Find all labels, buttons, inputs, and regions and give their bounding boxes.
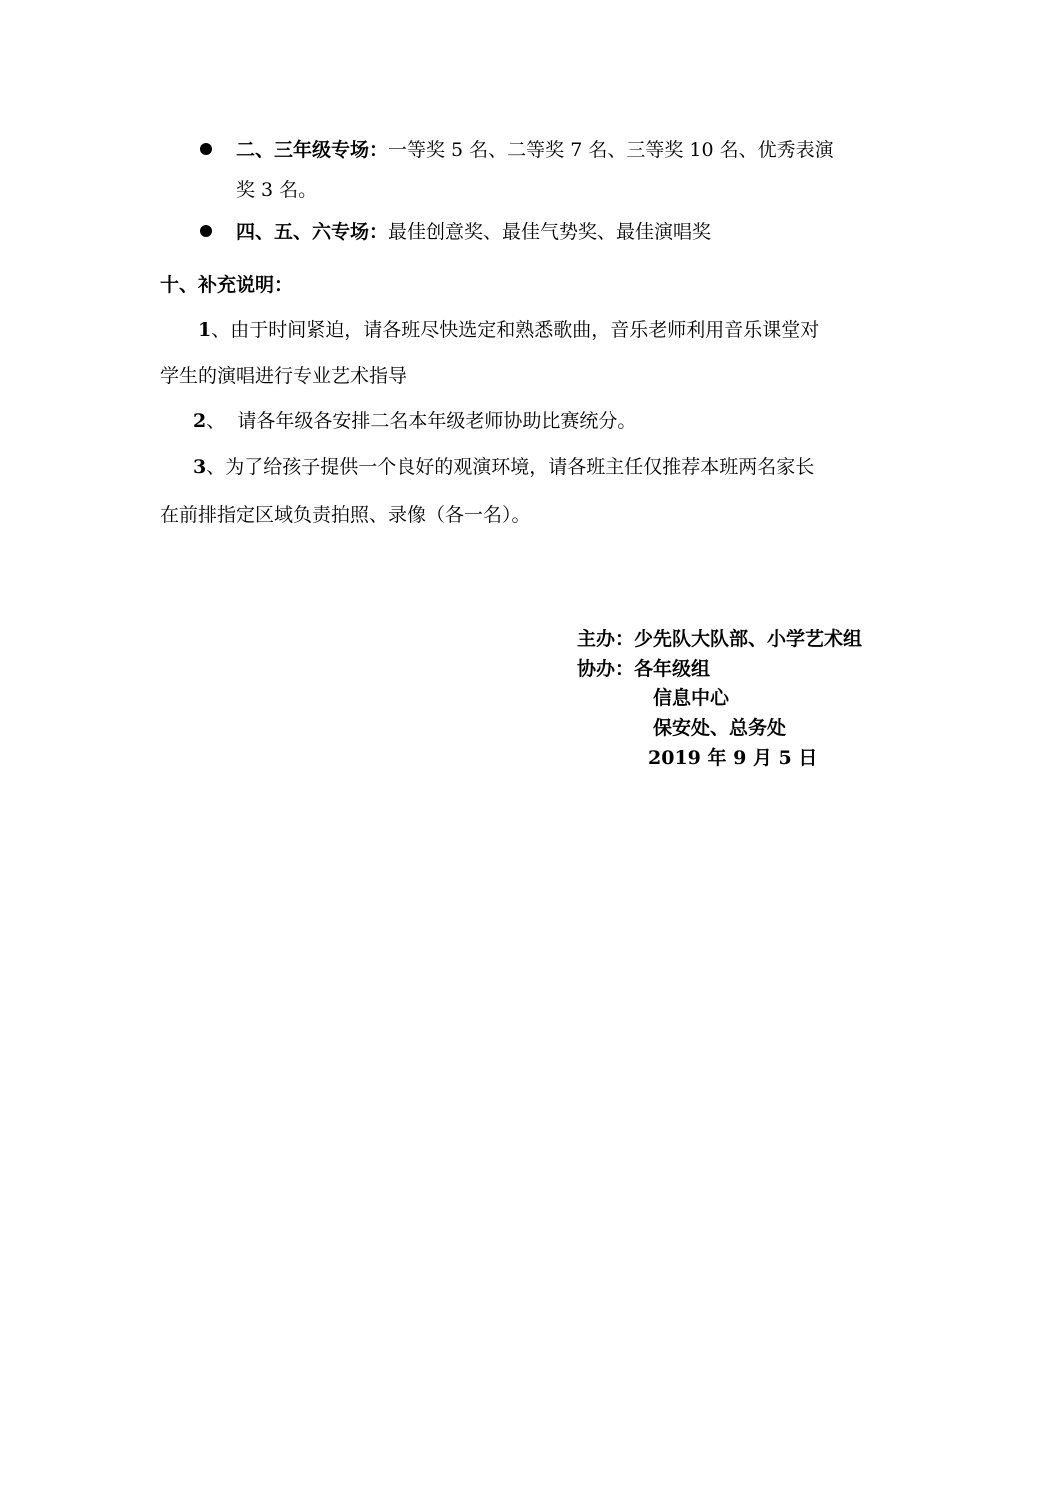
note-2 — [193, 409, 636, 433]
note-1-text: 、由于时间紧迫，请各班尽快选定和熟悉歌曲，音乐老师利用音乐课堂对 — [211, 319, 820, 341]
signature-coorganizer-2: 信息中心 — [653, 687, 730, 709]
award-item-2-label: 四、五、六专场： — [236, 221, 389, 243]
note-1-number: 1 — [198, 319, 212, 341]
note-2-text: 、 请各年级各安排二名本年级老师协助比赛统分。 — [206, 410, 637, 432]
bullet-icon — [200, 225, 212, 237]
signature-coorganizer: 协办：各年级组 — [577, 658, 711, 680]
award-item-1-line2: 奖 3 名。 — [236, 179, 318, 201]
note-3-number: 3 — [193, 456, 207, 478]
section-heading: 十、补充说明： — [160, 274, 294, 296]
award-item-1-text: 一等奖 5 名、二等奖 7 名、三等奖 10 名、优秀表演 — [388, 139, 834, 161]
note-2-number: 2 — [193, 410, 207, 432]
award-item-2-text: 最佳创意奖、最佳气势奖、最佳演唱奖 — [388, 221, 712, 243]
bullet-icon — [200, 143, 212, 155]
note-3-line2: 在前排指定区域负责拍照、录像（各一名）。 — [160, 504, 531, 526]
note-3-text: 、为了给孩子提供一个良好的观演环境，请各班主任仅推荐本班两名家长 — [206, 456, 815, 478]
note-1-line2: 学生的演唱进行专业艺术指导 — [160, 365, 408, 387]
signature-coorganizer-3: 保安处、总务处 — [653, 717, 787, 739]
award-item-2 — [236, 220, 711, 244]
award-item-1-line1 — [236, 138, 834, 162]
signature-host: 主办：少先队大队部、小学艺术组 — [577, 628, 863, 650]
signature-date: 2019 年 9 月 5 日 — [648, 747, 818, 769]
note-3-line1 — [193, 455, 814, 479]
award-item-1-label: 二、三年级专场： — [236, 139, 389, 161]
note-1-line1 — [198, 318, 819, 342]
